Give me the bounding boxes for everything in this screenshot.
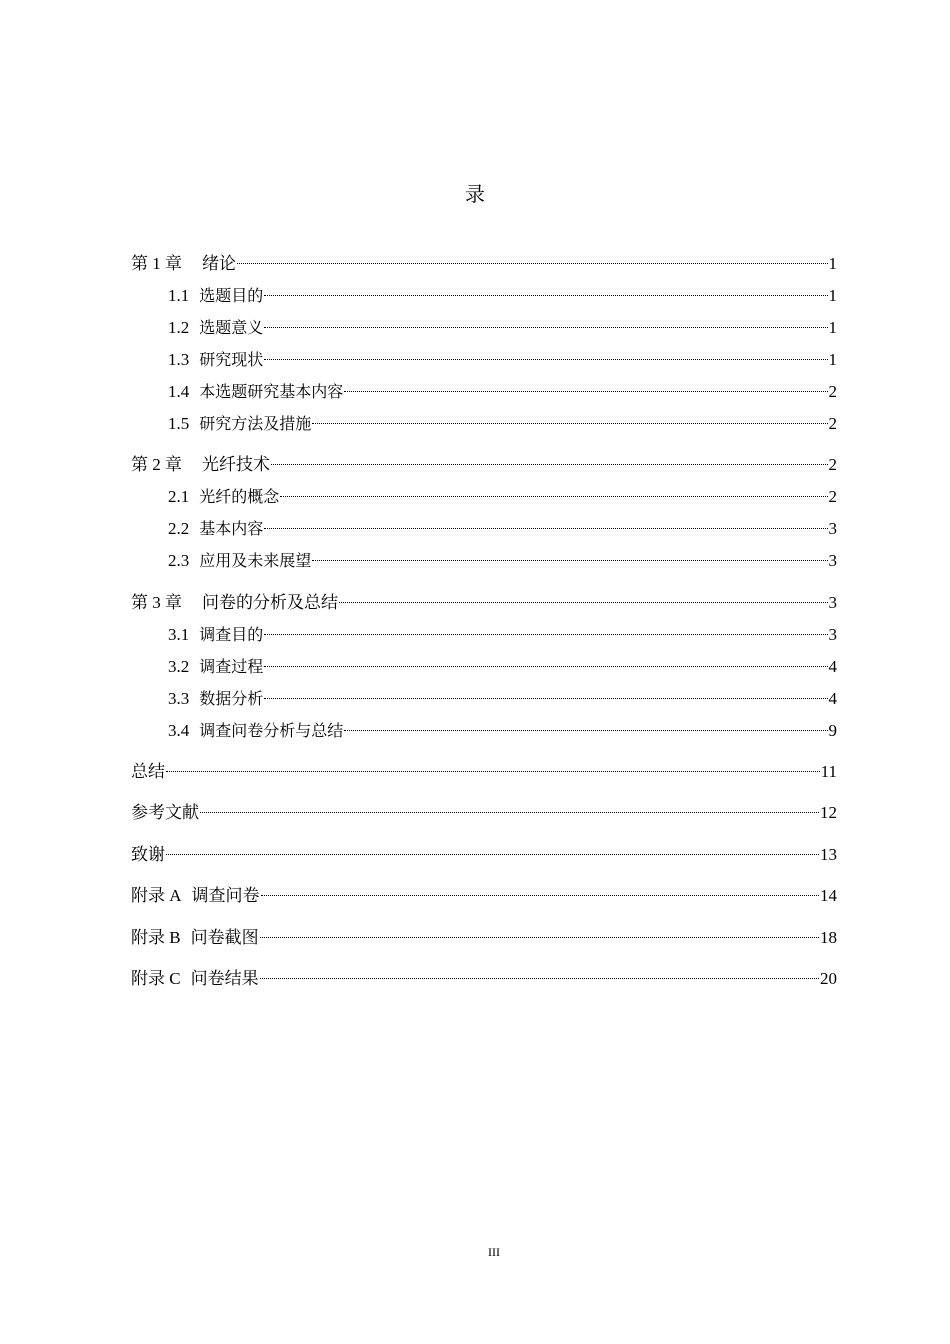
toc-entry[interactable] [131, 962, 837, 989]
toc-entry-title: 本选题研究基本内容 [199, 382, 344, 401]
toc-entry-page: 2 [828, 414, 837, 433]
toc-entry-number: 第 3 章 [131, 593, 182, 612]
toc-dot-leader [312, 544, 827, 566]
toc-entry[interactable] [168, 279, 837, 305]
toc-entry-page: 18 [820, 928, 837, 947]
toc-dot-leader [200, 796, 819, 818]
toc-entry[interactable] [168, 343, 837, 369]
toc-entry-title: 光纤技术 [202, 455, 270, 475]
toc-entry-number: 附录 A [131, 886, 182, 905]
toc-entry[interactable] [168, 682, 837, 708]
toc-entry-page: 11 [820, 762, 837, 781]
toc-entry-number: 2.3 [168, 551, 190, 570]
toc-entry[interactable] [131, 755, 837, 782]
toc-dot-leader [260, 962, 819, 984]
toc-entry-page: 2 [828, 455, 837, 474]
toc-dot-leader [166, 838, 819, 860]
toc-entry[interactable] [168, 375, 837, 401]
toc-entry-number: 附录 B [131, 928, 181, 947]
toc-entry-number: 3.1 [168, 625, 190, 644]
toc-entry-page: 2 [828, 487, 837, 506]
toc-entry-title: 参考文献 [131, 803, 199, 823]
toc-dot-leader [312, 407, 827, 429]
toc-entry-number: 1.5 [168, 414, 190, 433]
toc-dot-leader [264, 279, 827, 301]
toc-dot-leader [271, 448, 828, 470]
toc-entry-page: 3 [828, 519, 837, 538]
toc-entry-page: 1 [828, 350, 837, 369]
toc-entry-number: 3.4 [168, 721, 190, 740]
toc-entry[interactable] [168, 544, 837, 570]
toc-entry-number: 3.3 [168, 689, 190, 708]
toc-entry-number: 1.1 [168, 286, 190, 305]
toc-dot-leader [264, 311, 827, 333]
toc-entry[interactable] [168, 650, 837, 676]
toc-entry[interactable] [131, 879, 837, 906]
toc-entry[interactable] [131, 796, 837, 823]
toc-entry-page: 2 [828, 382, 837, 401]
toc-entry-page: 3 [828, 593, 837, 612]
toc-entry-title: 绪论 [202, 254, 236, 274]
toc-dot-leader [166, 755, 820, 777]
toc-entry-page: 14 [820, 886, 837, 905]
toc-entry-title: 致谢 [131, 845, 165, 865]
toc-entry-title: 调查问卷 [191, 886, 260, 906]
toc-dot-leader [264, 343, 827, 365]
toc-dot-leader [260, 921, 819, 943]
toc-dot-leader [264, 512, 827, 534]
toc-entry-title: 问卷的分析及总结 [202, 593, 338, 613]
toc-dot-leader [264, 650, 827, 672]
toc-dot-leader [261, 879, 819, 901]
toc-entry-title: 研究方法及措施 [199, 414, 312, 433]
toc-entry-title: 研究现状 [199, 350, 264, 369]
toc-entry-page: 1 [828, 318, 837, 337]
toc-entry-title: 数据分析 [199, 689, 264, 708]
toc-entry-number: 附录 C [131, 969, 181, 988]
toc-entry-title: 基本内容 [199, 519, 264, 538]
toc-dot-leader [264, 682, 827, 704]
toc-entry-page: 1 [828, 254, 837, 273]
toc-entry-page: 3 [828, 551, 837, 570]
toc-dot-leader [280, 480, 827, 502]
toc-entry-page: 9 [828, 721, 837, 740]
toc-entry[interactable] [168, 714, 837, 740]
toc-entry-page: 13 [820, 845, 837, 864]
toc-entry-page: 20 [820, 969, 837, 988]
toc-entry-title: 调查过程 [199, 657, 264, 676]
toc-entry-number: 1.3 [168, 350, 190, 369]
toc-entry-page: 4 [828, 657, 837, 676]
toc-entry-page: 1 [828, 286, 837, 305]
toc-entry[interactable] [131, 247, 837, 274]
toc-entry[interactable] [168, 407, 837, 433]
toc-entry-title: 问卷截图 [190, 928, 259, 948]
toc-entry-title: 调查目的 [199, 625, 264, 644]
toc-dot-leader [344, 375, 827, 397]
toc-entry-number: 2.1 [168, 487, 190, 506]
toc-entry-page: 12 [820, 803, 837, 822]
toc-entry-number: 第 1 章 [131, 254, 182, 273]
toc-entry-title: 选题目的 [199, 286, 264, 305]
toc-entry-title: 调查问卷分析与总结 [199, 721, 344, 740]
page-number: III [488, 1245, 500, 1259]
toc-entry[interactable] [168, 311, 837, 337]
toc-entry[interactable] [131, 838, 837, 865]
toc-entry[interactable] [131, 586, 837, 613]
toc-entry[interactable] [168, 480, 837, 506]
toc-entry-title: 光纤的概念 [199, 487, 280, 506]
toc-entry-number: 1.4 [168, 382, 190, 401]
toc-entry-number: 3.2 [168, 657, 190, 676]
toc-entry[interactable] [168, 618, 837, 644]
toc-entry-number: 1.2 [168, 318, 190, 337]
toc-dot-leader [339, 586, 828, 608]
toc-entry-title: 总结 [131, 762, 165, 782]
toc-title: 录 [465, 182, 485, 206]
toc-entry-number: 2.2 [168, 519, 190, 538]
toc-dot-leader [237, 247, 828, 269]
toc-entry[interactable] [168, 512, 837, 538]
toc-dot-leader [344, 714, 827, 736]
toc-entry-page: 4 [828, 689, 837, 708]
toc-entry[interactable] [131, 448, 837, 475]
toc-entry[interactable] [131, 921, 837, 948]
toc-dot-leader [264, 618, 827, 640]
toc-entry-title: 应用及未来展望 [199, 551, 312, 570]
toc-entry-title: 问卷结果 [190, 969, 259, 989]
toc-entry-title: 选题意义 [199, 318, 264, 337]
toc-entry-number: 第 2 章 [131, 455, 182, 474]
toc-entry-page: 3 [828, 625, 837, 644]
